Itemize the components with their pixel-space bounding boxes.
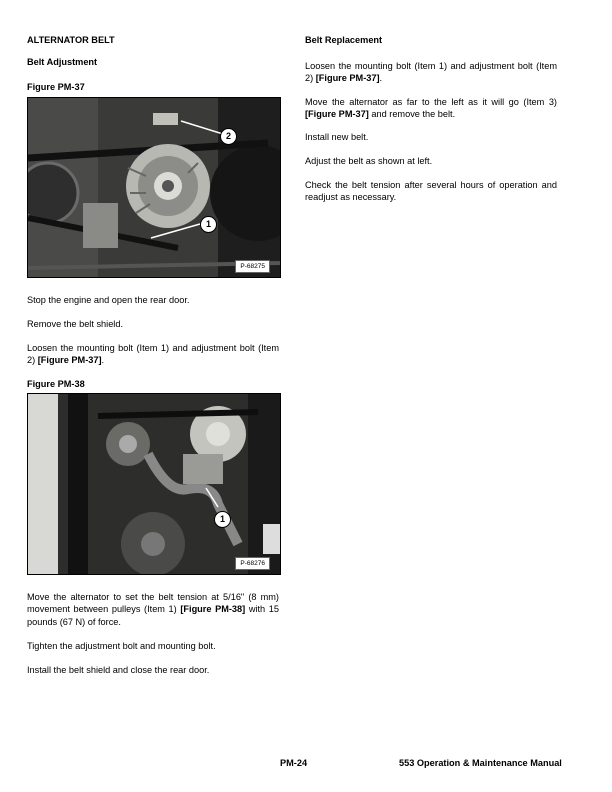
replace-step-check: Check the belt tension after several hours of operation and readjust as necessary.: [305, 180, 557, 203]
photo-number: P-68275: [235, 260, 270, 273]
figure-pm38-label: Figure PM-38: [27, 379, 85, 389]
figure-pm37-label: Figure PM-37: [27, 82, 85, 92]
callout-2: 2: [220, 128, 237, 145]
replace-step-loosen: Loosen the mounting bolt (Item 1) and adjustment bolt (Item 2) [Figure PM-37].: [305, 61, 557, 84]
step-tighten-bolts: Tighten the adjustment bolt and mounting bolt.: [27, 641, 216, 651]
replace-step-adjust: Adjust the belt as shown at left.: [305, 156, 433, 166]
step-set-tension: Move the alternator to set the belt tension at 5/16" (8 mm) movement between pulleys (Item 1) [Figure PM-38] with 15 pounds (67 N) of force.: [27, 592, 279, 627]
photo-number: P-68276: [235, 557, 270, 570]
subsection-title: Belt Adjustment: [27, 57, 98, 67]
replace-step-move: Move the alternator as far to the left as it will go (Item 3) [Figure PM-37] and remove the belt.: [305, 97, 557, 120]
figure-pm38-photo: [27, 393, 281, 575]
replace-step-install: Install new belt.: [305, 132, 369, 142]
step-loosen-bolts: Loosen the mounting bolt (Item 1) and adjustment bolt (Item 2) [Figure PM-37].: [27, 343, 279, 366]
replacement-title: Belt Replacement: [305, 35, 383, 45]
step-remove-shield: Remove the belt shield.: [27, 319, 124, 329]
figure-pm37-photo: [27, 97, 281, 278]
step-install-shield: Install the belt shield and close the rear door.: [27, 665, 210, 675]
section-title: ALTERNATOR BELT: [27, 35, 115, 45]
step-stop-engine: Stop the engine and open the rear door.: [27, 295, 190, 305]
callout-1: 1: [214, 511, 231, 528]
page-number: PM-24: [280, 758, 308, 768]
manual-title: 553 Operation & Maintenance Manual: [399, 758, 562, 768]
callout-1: 1: [200, 216, 217, 233]
